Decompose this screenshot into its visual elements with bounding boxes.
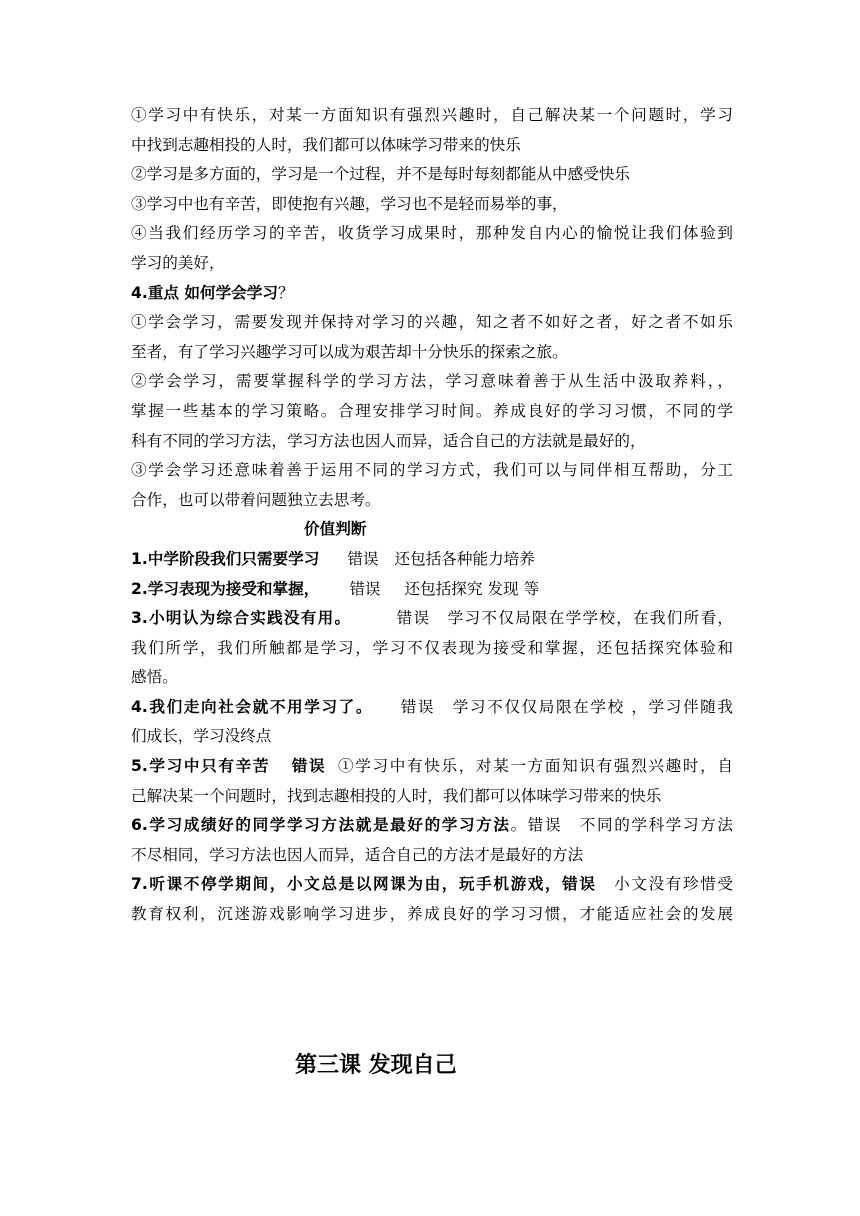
joy-paragraph-1-line-1: ①学习中有快乐，对某一方面知识有强烈兴趣时，自己解决某一个问题时，学习 xyxy=(131,106,733,124)
value-judgment-title: 价值判断 xyxy=(304,520,367,539)
judgment-item-6-verdict: 。错误 xyxy=(510,816,563,835)
judgment-item-1-statement: 1.中学阶段我们只需要学习 xyxy=(131,549,320,568)
judgment-item-3-line-2: 我们所学，我们所触都是学习，学习不仅表现为接受和掌握，还包括探究体验和 xyxy=(131,638,733,657)
judgment-item-5-verdict: 错误 xyxy=(290,757,327,776)
judgment-item-7-explanation: 小文没有珍惜受 xyxy=(612,875,733,894)
document-body xyxy=(131,101,733,930)
joy-paragraph-1-line-2: 中找到志趣相投的人时，我们都可以体味学习带来的快乐 xyxy=(131,135,521,154)
judgment-item-2-statement: 2.学习表现为接受和掌握， xyxy=(131,579,320,598)
judgment-item-1-explanation: 还包括各种能力培养 xyxy=(394,549,535,568)
key-point-paragraph-2-line-1: ②学会学习，需要掌握科学的学习方法，学习意味着善于从生活中汲取养料，， xyxy=(131,372,733,391)
judgment-item-6-statement: 6.学习成绩好的同学学习方法就是最好的学习方法 xyxy=(131,816,511,835)
judgment-item-2-verdict: 错误 xyxy=(349,579,381,598)
joy-paragraph-4-line-2: 学习的美好， xyxy=(131,253,225,272)
judgment-item-2 xyxy=(131,575,733,605)
judgment-item-1 xyxy=(131,545,733,575)
judgment-item-6-line-2: 不尽相同，学习方法也因人而异，适合自己的方法才是最好的方法 xyxy=(131,845,584,864)
key-point-question-mark: ？ xyxy=(277,283,294,302)
key-point-paragraph-2-line-3: 科有不同的学习方法，学习方法也因人而异，适合自己的方法就是最好的， xyxy=(131,431,646,450)
key-point-heading-line xyxy=(131,279,733,309)
joy-paragraph-4-line-1: ④当我们经历学习的辛苦，收货学习成果时，那种发自内心的愉悦让我们体验到 xyxy=(131,224,733,243)
judgment-item-4-explanation: 学习不仅仅局限在学校 ，学习伴随我 xyxy=(451,697,733,716)
judgment-item-5-statement: 5.学习中只有辛苦 xyxy=(131,757,271,776)
judgment-item-3-line-1 xyxy=(131,604,733,634)
judgment-item-6-line-1 xyxy=(131,811,733,841)
judgment-item-4-statement: 4.我们走向社会就不用学习了。 xyxy=(131,697,374,716)
judgment-item-3-verdict: 错误 xyxy=(395,609,431,628)
judgment-item-5-line-2: 己解决某一个问题时，找到志趣相投的人时，我们都可以体味学习带来的快乐 xyxy=(131,786,662,805)
judgment-item-4-verdict: 错误 xyxy=(399,697,436,716)
lesson-title: 第三课 发现自己 xyxy=(295,1053,457,1078)
judgment-item-5-line-1 xyxy=(131,752,733,782)
key-point-paragraph-2-line-2: 掌握一些基本的学习策略。合理安排学习时间。养成良好的学习习惯，不同的学 xyxy=(131,401,733,420)
judgment-item-5-explanation: ①学习中有快乐，对某一方面知识有强烈兴趣时，自 xyxy=(336,757,733,776)
judgment-item-1-verdict: 错误 xyxy=(347,549,379,568)
joy-paragraph-3: ③学习中也有辛苦，即使抱有兴趣，学习也不是轻而易举的事， xyxy=(131,194,568,213)
key-point-heading: 4.重点 如何学会学习 xyxy=(131,283,278,302)
judgment-item-3-explanation: 学习不仅局限在学学校，在我们所看， xyxy=(446,609,733,628)
joy-paragraph-2: ②学习是多方面的，学习是一个过程，并不是每时每刻都能从中感受快乐 xyxy=(131,165,631,184)
judgment-item-2-explanation: 还包括探究 发现 等 xyxy=(404,579,540,598)
judgment-item-3-statement: 3.小明认为综合实践没有用。 xyxy=(131,609,352,628)
key-point-paragraph-3-line-1: ③学会学习还意味着善于运用不同的学习方式，我们可以与同伴相互帮助，分工 xyxy=(131,461,733,480)
judgment-item-6-explanation: 不同的学科学习方法 xyxy=(578,816,733,835)
judgment-item-4-line-1 xyxy=(131,693,733,723)
key-point-paragraph-1-line-1: ①学会学习，需要发现并保持对学习的兴趣，知之者不如好之者，好之者不如乐 xyxy=(131,313,733,332)
judgment-item-3-line-3: 感悟。 xyxy=(131,668,178,687)
judgment-item-7-line-1 xyxy=(131,870,733,900)
judgment-item-7-statement: 7.听课不停学期间，小文总是以网课为由，玩手机游戏，错误 xyxy=(131,875,597,894)
key-point-paragraph-3-line-2: 合作，也可以带着问题独立去思考。 xyxy=(131,490,381,509)
key-point-paragraph-1-line-2: 至者，有了学习兴趣学习可以成为艰苦却十分快乐的探索之旅。 xyxy=(131,342,568,361)
judgment-item-7-line-2: 教育权利，沉迷游戏影响学习进步，养成良好的学习习惯，才能适应社会的发展 xyxy=(131,905,733,924)
judgment-item-4-line-2: 们成长，学习没终点 xyxy=(131,727,272,746)
